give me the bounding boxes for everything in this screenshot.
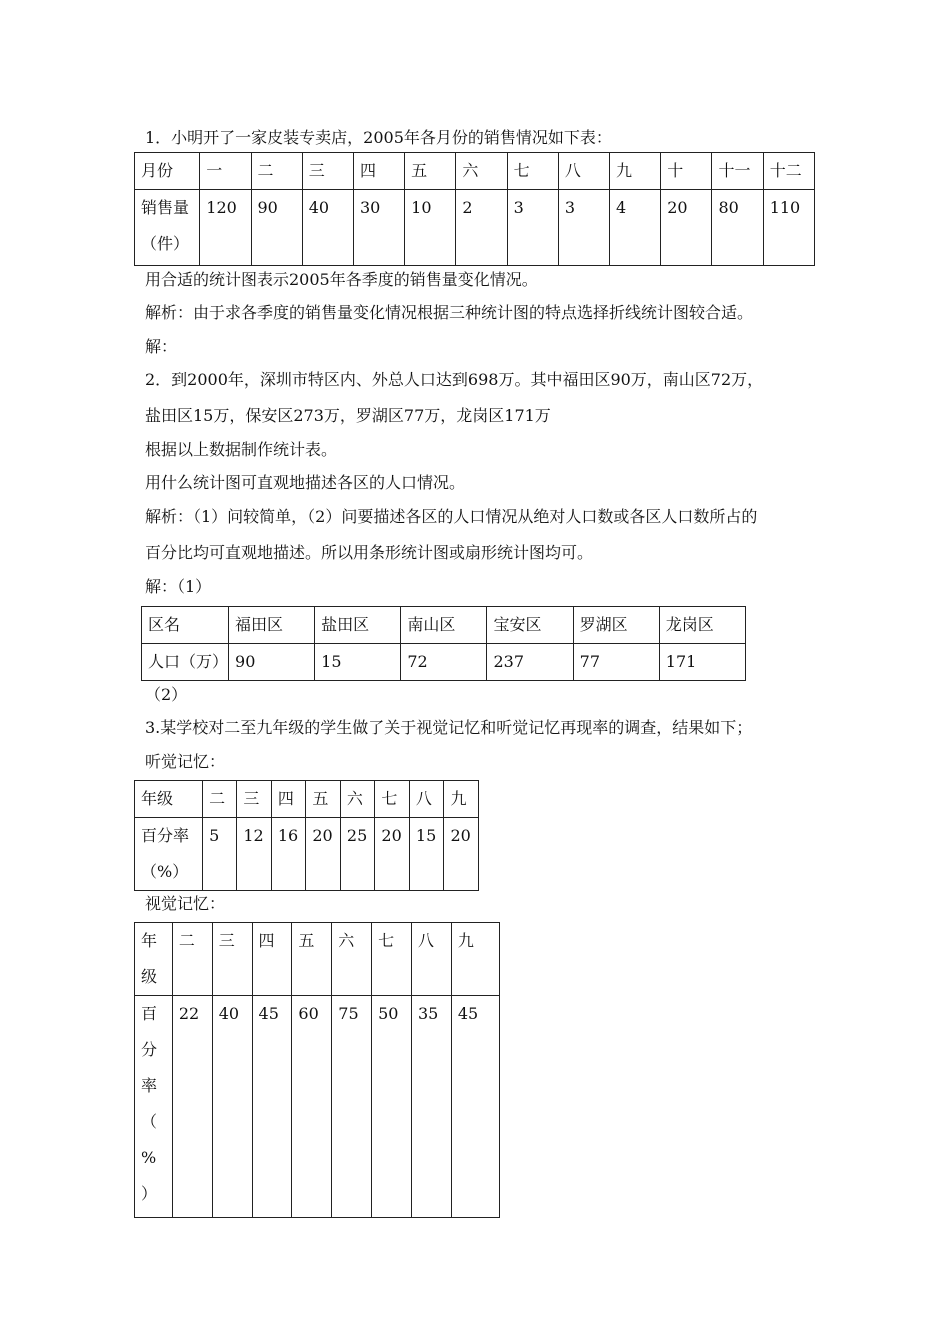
table-cell: 月份: [135, 153, 200, 190]
table-cell: 八: [409, 781, 444, 818]
table-row: [142, 644, 746, 681]
table-cell: 年级: [135, 781, 203, 818]
table-cell: 罗湖区: [573, 607, 659, 644]
table-cell: 90: [229, 644, 315, 681]
q2-task2: 用什么统计图可直观地描述各区的人口情况。: [145, 473, 466, 492]
table-cell: 二: [251, 153, 302, 190]
table-row: [135, 818, 479, 891]
table-cell: 2: [456, 190, 507, 266]
table-cell: 16: [271, 818, 306, 891]
table-cell: 九: [444, 781, 479, 818]
row-label-line: 级: [141, 967, 158, 986]
row-label-line: 销售量: [141, 198, 190, 217]
table-cell: 3: [558, 190, 609, 266]
row-label: [135, 923, 173, 996]
table-row: [135, 781, 479, 818]
row-label: [135, 190, 200, 266]
q1-task: 用合适的统计图表示2005年各季度的销售量变化情况。: [145, 270, 538, 289]
table-cell: 三: [302, 153, 353, 190]
table-cell: 15: [315, 644, 401, 681]
table-cell: 60: [292, 996, 332, 1218]
table-cell: 4: [610, 190, 661, 266]
table-cell: 120: [200, 190, 251, 266]
table-cell: 六: [332, 923, 372, 996]
row-label: [135, 996, 173, 1218]
table-cell: 3: [507, 190, 558, 266]
row-label-line: 率: [141, 1076, 158, 1095]
table-cell: 20: [306, 818, 341, 891]
q2-line2: 盐田区15万，保安区273万，罗湖区77万，龙岗区171万: [145, 406, 551, 425]
row-label-line: （件）: [141, 234, 190, 253]
table-cell: 5: [203, 818, 237, 891]
q3-visual-label: 视觉记忆：: [145, 894, 226, 913]
q2-population-table: [141, 606, 746, 681]
table-cell: 六: [340, 781, 375, 818]
q1-analysis: 解析：由于求各季度的销售量变化情况根据三种统计图的特点选择折线统计图较合适。: [145, 303, 754, 322]
table-cell: 八: [411, 923, 451, 996]
table-cell: 10: [405, 190, 456, 266]
row-label-line: 年: [141, 931, 158, 950]
table-cell: 三: [237, 781, 272, 818]
table-cell: 十一: [712, 153, 763, 190]
table-cell: 福田区: [229, 607, 315, 644]
table-cell: 五: [405, 153, 456, 190]
table-cell: 三: [212, 923, 252, 996]
table-cell: 十二: [763, 153, 814, 190]
table-cell: 盐田区: [315, 607, 401, 644]
q3-intro: 3.某学校对二至九年级的学生做了关于视觉记忆和听觉记忆再现率的调查，结果如下；: [145, 718, 753, 737]
table-cell: 七: [375, 781, 410, 818]
table-row: [135, 996, 500, 1218]
table-cell: 七: [507, 153, 558, 190]
table-cell: 20: [661, 190, 712, 266]
table-cell: 十: [661, 153, 712, 190]
table-cell: 25: [340, 818, 375, 891]
row-label-line: （%）: [141, 862, 189, 881]
q2-line1: 2．到2000年，深圳市特区内、外总人口达到698万。其中福田区90万，南山区72万，: [145, 370, 764, 389]
table-cell: 20: [375, 818, 410, 891]
table-row: [135, 923, 500, 996]
q1-answer: 解：: [145, 337, 178, 356]
table-cell: 75: [332, 996, 372, 1218]
table-cell: 40: [212, 996, 252, 1218]
table-row: [135, 190, 815, 266]
table-cell: 35: [411, 996, 451, 1218]
q2-analysis2: 百分比均可直观地描述。所以用条形统计图或扇形统计图均可。: [145, 543, 594, 562]
q3-visual-table: [134, 922, 500, 1218]
table-cell: 区名: [142, 607, 229, 644]
table-cell: 12: [237, 818, 272, 891]
table-cell: 77: [573, 644, 659, 681]
table-cell: 40: [302, 190, 353, 266]
table-cell: 一: [200, 153, 251, 190]
q2-analysis1: 解析：（1）问较简单，（2）问要描述各区的人口情况从绝对人口数或各区人口数所占的: [145, 507, 758, 526]
table-cell: 50: [372, 996, 412, 1218]
table-cell: 二: [203, 781, 237, 818]
table-cell: 六: [456, 153, 507, 190]
table-cell: 南山区: [401, 607, 487, 644]
table-cell: 72: [401, 644, 487, 681]
table-cell: 30: [353, 190, 404, 266]
table-cell: 七: [372, 923, 412, 996]
table-cell: 九: [451, 923, 499, 996]
q2-answer2: （2）: [145, 685, 188, 704]
table-cell: 八: [558, 153, 609, 190]
q2-task1: 根据以上数据制作统计表。: [145, 440, 338, 459]
row-label-line: （: [141, 1112, 158, 1131]
table-cell: 22: [172, 996, 212, 1218]
table-cell: 20: [444, 818, 479, 891]
table-row: [135, 153, 815, 190]
table-cell: 四: [252, 923, 292, 996]
table-cell: 237: [487, 644, 573, 681]
q1-sales-table: [134, 152, 815, 266]
row-label-line: ）: [141, 1184, 158, 1203]
table-cell: 四: [353, 153, 404, 190]
q3-hearing-table: [134, 780, 479, 891]
table-cell: 110: [763, 190, 814, 266]
table-cell: 九: [610, 153, 661, 190]
table-cell: 四: [271, 781, 306, 818]
row-label-line: 分: [141, 1040, 158, 1059]
table-cell: 二: [172, 923, 212, 996]
table-cell: 45: [451, 996, 499, 1218]
table-cell: 人口（万）: [142, 644, 229, 681]
q3-hearing-label: 听觉记忆：: [145, 752, 226, 771]
table-cell: 五: [292, 923, 332, 996]
table-cell: 90: [251, 190, 302, 266]
table-cell: 五: [306, 781, 341, 818]
table-cell: 171: [659, 644, 745, 681]
table-cell: 45: [252, 996, 292, 1218]
row-label-line: %: [141, 1148, 157, 1167]
row-label: [135, 818, 203, 891]
row-label-line: 百: [141, 1004, 158, 1023]
table-row: [142, 607, 746, 644]
table-cell: 宝安区: [487, 607, 573, 644]
row-label-line: 百分率: [141, 826, 190, 845]
table-cell: 龙岗区: [659, 607, 745, 644]
table-cell: 80: [712, 190, 763, 266]
q2-answer1: 解：（1）: [145, 577, 212, 596]
q1-intro: 1．小明开了一家皮装专卖店，2005年各月份的销售情况如下表：: [145, 128, 612, 147]
table-cell: 15: [409, 818, 444, 891]
